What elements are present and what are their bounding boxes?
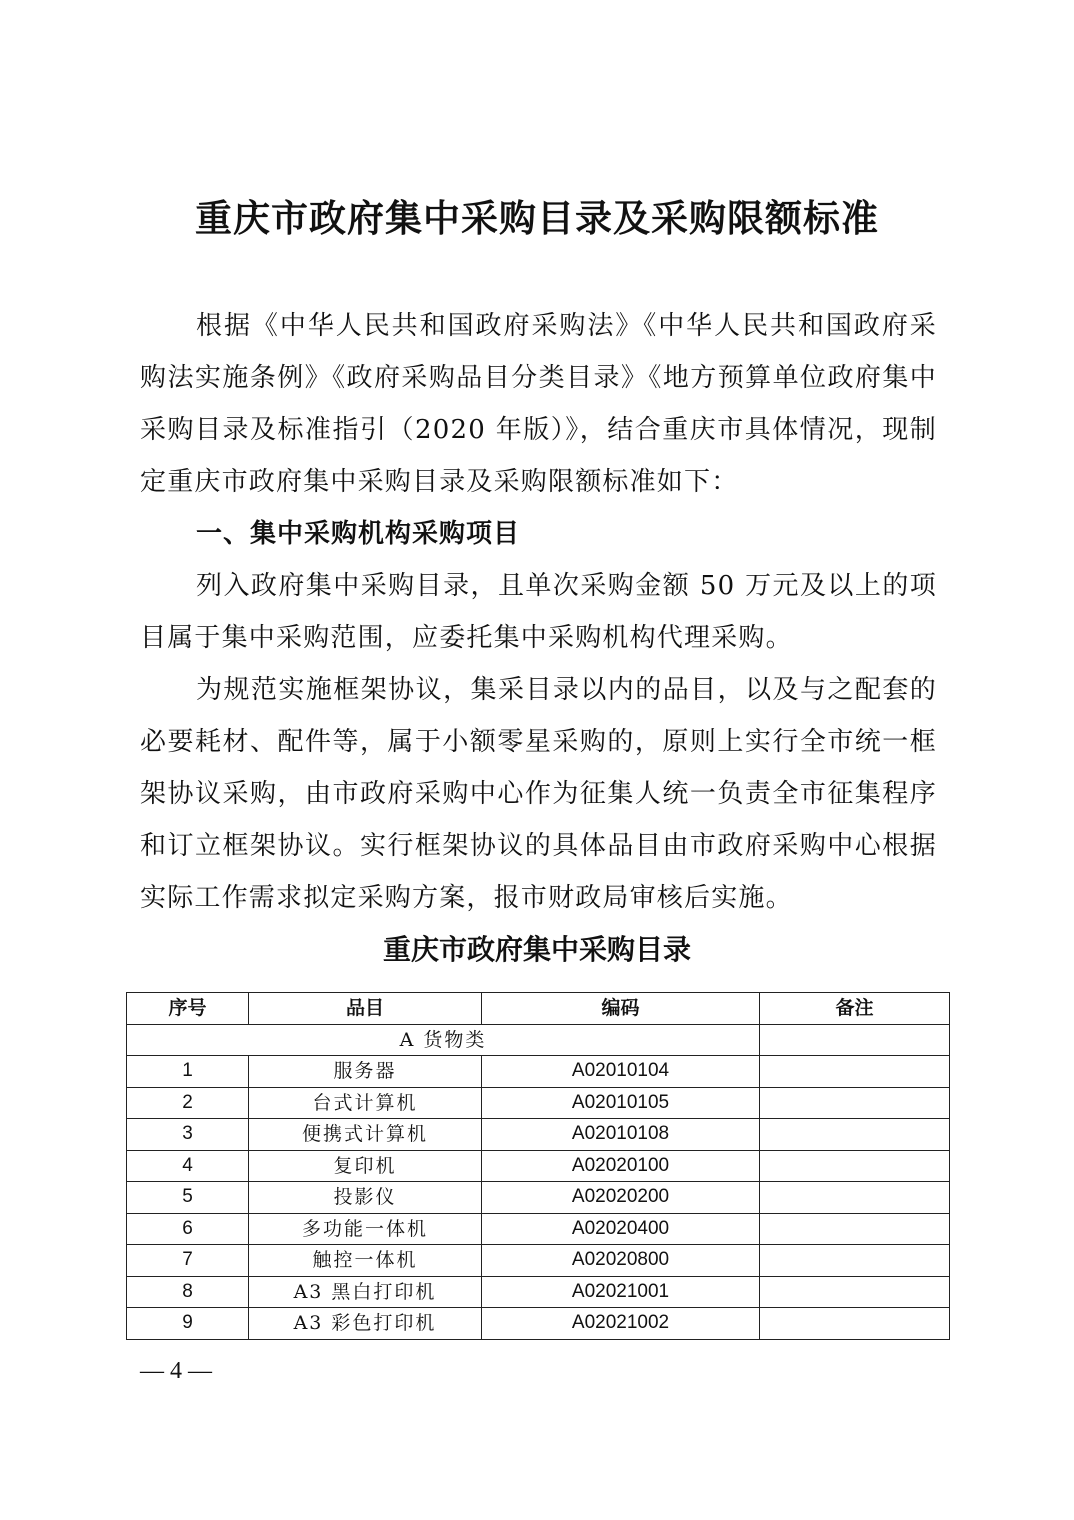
cell-code: A02020200 xyxy=(482,1182,760,1214)
cell-no: 8 xyxy=(127,1276,249,1308)
table-row xyxy=(127,1119,950,1151)
table-row xyxy=(127,1150,950,1182)
cell-code: A02010104 xyxy=(482,1056,760,1088)
cell-no: 7 xyxy=(127,1245,249,1277)
scope-paragraph: 列入政府集中采购目录，且单次采购金额 50 万元及以上的项目属于集中采购范围，应委托集中采购机构代理采购。 xyxy=(140,571,937,653)
cell-item: 多功能一体机 xyxy=(249,1213,482,1245)
cell-code: A02020100 xyxy=(482,1150,760,1182)
intro-paragraph: 根据《中华人民共和国政府采购法》《中华人民共和国政府采购法实施条例》《政府采购品目分类目录》《地方预算单位政府集中采购目录及标准指引（2020 年版）》，结合重庆市具体情况，现制定重庆市政府集中采购目录及采购限额标准如下： xyxy=(140,311,937,497)
cell-item: 便携式计算机 xyxy=(249,1119,482,1151)
category-note xyxy=(760,1024,950,1056)
cell-no: 9 xyxy=(127,1308,249,1340)
cell-note xyxy=(760,1182,950,1214)
header-code: 编码 xyxy=(482,993,760,1025)
table-title: 重庆市政府集中采购目录 xyxy=(382,933,691,966)
page-number: — 4 — xyxy=(140,1358,212,1384)
cell-item: 台式计算机 xyxy=(249,1087,482,1119)
cell-note xyxy=(760,1276,950,1308)
table-row xyxy=(127,1245,950,1277)
document-title: 重庆市政府集中采购目录及采购限额标准 xyxy=(195,196,879,240)
cell-code: A02021002 xyxy=(482,1308,760,1340)
cell-note xyxy=(760,1308,950,1340)
cell-item: A3 彩色打印机 xyxy=(249,1308,482,1340)
table-header-row xyxy=(127,993,950,1025)
cell-item: A3 黑白打印机 xyxy=(249,1276,482,1308)
cell-note xyxy=(760,1056,950,1088)
cell-item: 触控一体机 xyxy=(249,1245,482,1277)
cell-no: 2 xyxy=(127,1087,249,1119)
table-row xyxy=(127,1276,950,1308)
cell-code: A02010105 xyxy=(482,1087,760,1119)
header-no: 序号 xyxy=(127,993,249,1025)
cell-code: A02020800 xyxy=(482,1245,760,1277)
table-row xyxy=(127,1056,950,1088)
header-item: 品目 xyxy=(249,993,482,1025)
table-row xyxy=(127,1087,950,1119)
catalog-table xyxy=(126,992,950,1340)
cell-code: A02010108 xyxy=(482,1119,760,1151)
cell-note xyxy=(760,1087,950,1119)
framework-paragraph: 为规范实施框架协议，集采目录以内的品目，以及与之配套的必要耗材、配件等，属于小额零星采购的，原则上实行全市统一框架协议采购，由市政府采购中心作为征集人统一负责全市征集程序和订立框架协议。实行框架协议的具体品目由市政府采购中心根据实际工作需求拟定采购方案，报市财政局审核后实施。 xyxy=(140,675,937,913)
cell-item: 服务器 xyxy=(249,1056,482,1088)
cell-note xyxy=(760,1245,950,1277)
cell-note xyxy=(760,1119,950,1151)
category-row xyxy=(127,1024,950,1056)
cell-note xyxy=(760,1150,950,1182)
table-row xyxy=(127,1182,950,1214)
category-label: A 货物类 xyxy=(127,1024,760,1056)
cell-no: 3 xyxy=(127,1119,249,1151)
cell-code: A02021001 xyxy=(482,1276,760,1308)
cell-code: A02020400 xyxy=(482,1213,760,1245)
header-note: 备注 xyxy=(760,993,950,1025)
cell-no: 1 xyxy=(127,1056,249,1088)
table-row xyxy=(127,1308,950,1340)
section-heading: 一、集中采购机构采购项目 xyxy=(196,519,521,549)
cell-no: 4 xyxy=(127,1150,249,1182)
cell-no: 5 xyxy=(127,1182,249,1214)
table-row xyxy=(127,1213,950,1245)
cell-item: 复印机 xyxy=(249,1150,482,1182)
cell-note xyxy=(760,1213,950,1245)
cell-item: 投影仪 xyxy=(249,1182,482,1214)
cell-no: 6 xyxy=(127,1213,249,1245)
